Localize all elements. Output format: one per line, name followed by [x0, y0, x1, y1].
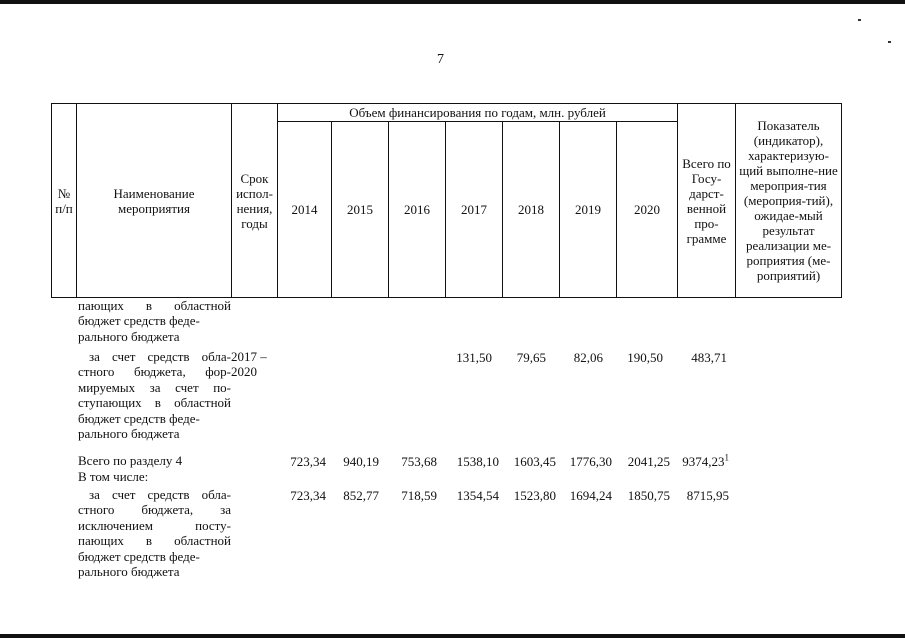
- cell-value: 1850,75: [627, 488, 670, 503]
- cell-value: 131,50: [456, 350, 492, 365]
- cell-value: 1694,24: [569, 488, 612, 503]
- cell-value: 1354,54: [456, 488, 499, 503]
- header-num: № п/п: [52, 104, 77, 298]
- header-year: 2018: [503, 122, 560, 298]
- scan-speck: [888, 41, 891, 43]
- row-name: пающих в областной бюджет средств феде- рального бюджета: [78, 298, 231, 344]
- header-funding-title: Объем финансирования по годам, млн. рублей: [278, 104, 678, 122]
- cell-value: 852,77: [343, 488, 379, 503]
- cell-value: 2041,25: [627, 454, 670, 469]
- cell-value: 82,06: [573, 350, 603, 365]
- row-name: Всего по разделу 4: [78, 453, 183, 468]
- cell-value: 1603,45: [513, 454, 556, 469]
- cell-value: 723,34: [290, 488, 326, 503]
- cell-value: 718,59: [401, 488, 437, 503]
- header-year: 2019: [560, 122, 617, 298]
- cell-total: 8715,95: [686, 488, 729, 503]
- cell-value: 79,65: [516, 350, 546, 365]
- header-year: 2016: [389, 122, 446, 298]
- scan-speck: [858, 19, 861, 21]
- header-year: 2020: [617, 122, 678, 298]
- page-number: 7: [437, 52, 444, 67]
- header-year: 2017: [446, 122, 503, 298]
- header-year: 2014: [278, 122, 332, 298]
- cell-value: 1538,10: [456, 454, 499, 469]
- row-name: В том числе:: [78, 469, 149, 484]
- cell-value: 190,50: [627, 350, 663, 365]
- header-total: Всего по Госу-дарст-венной про-грамме: [678, 104, 736, 298]
- header-term: Срок испол-нения, годы: [232, 104, 278, 298]
- cell-total: 9374,23$^1$: [682, 452, 729, 469]
- footnote-mark: 1: [724, 452, 729, 463]
- cell-total: 483,71: [691, 350, 727, 365]
- cell-value: 753,68: [401, 454, 437, 469]
- scan-top-border: [0, 0, 905, 4]
- row-term: 2017 – 2020: [231, 349, 267, 380]
- row-name: за счет средств обла- стного бюджета, за исключением посту- пающих в областной бюджет средств феде- рального бюджета: [78, 487, 231, 580]
- scan-bottom-border: [0, 634, 905, 638]
- header-year: 2015: [332, 122, 389, 298]
- cell-value: 1776,30: [569, 454, 612, 469]
- cell-value: 723,34: [290, 454, 326, 469]
- row-name: за счет средств обла- стного бюджета, фор- мируемых за счет по- ступающих в областной бюджет средств феде- рального бюджета: [78, 349, 231, 442]
- cell-value: 940,19: [343, 454, 379, 469]
- cell-value: 1523,80: [513, 488, 556, 503]
- header-indicator: Показатель (индикатор), характеризую-щий выполне-ние мероприя-тия (мероприя-тий), ожидае-мый результат реализации ме-роприятия (ме-роприятий): [736, 104, 842, 298]
- header-name: Наименование мероприятия: [77, 104, 232, 298]
- table-header: [51, 103, 842, 298]
